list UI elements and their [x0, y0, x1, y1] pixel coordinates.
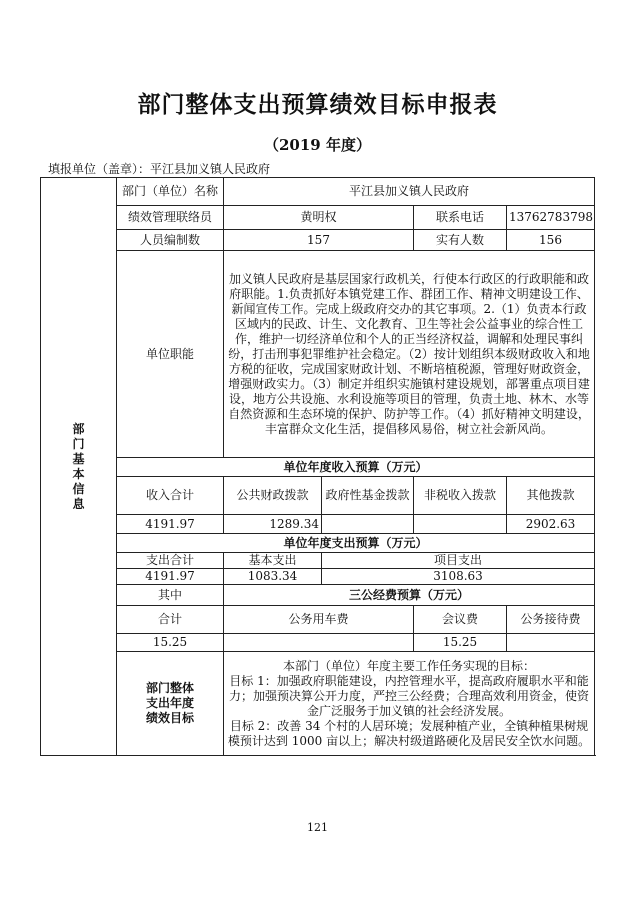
expense-project: 3108.63 — [322, 569, 595, 585]
three-col-vehicle: 公务用车费 — [224, 606, 414, 634]
dept-name-value: 平江县加义镇人民政府 — [224, 178, 595, 206]
page-title: 部门整体支出预算绩效目标申报表 — [137, 91, 498, 118]
income-nontax — [414, 515, 507, 534]
contact-name: 黄明权 — [224, 206, 414, 230]
income-col-fund: 政府性基金拨款 — [322, 477, 414, 515]
staff-quota-value: 157 — [224, 230, 414, 251]
contact-label: 绩效管理联络员 — [117, 206, 224, 230]
performance-goal-label: 部门整体 支出年度 绩效目标 — [117, 652, 224, 756]
expense-col-project: 项目支出 — [322, 553, 595, 569]
income-col-public: 公共财政拨款 — [224, 477, 322, 515]
three-col-total: 合计 — [117, 606, 224, 634]
actual-staff-label: 实有人数 — [414, 230, 507, 251]
three-vehicle — [224, 634, 414, 652]
section-basic-info: 部 门 基 本 信 息 — [41, 178, 117, 756]
budget-table — [40, 177, 595, 756]
duty-label: 单位职能 — [117, 251, 224, 458]
performance-goal-text — [224, 652, 595, 756]
expense-col-basic: 基本支出 — [224, 553, 322, 569]
of-which-label: 其中 — [117, 585, 224, 606]
income-col-other: 其他拨款 — [507, 477, 595, 515]
three-meeting: 15.25 — [414, 634, 507, 652]
goal-intro: 本部门（单位）年度主要工作任务实现的目标： — [283, 658, 536, 673]
three-col-reception: 公务接待费 — [507, 606, 595, 634]
income-public: 1289.34 — [224, 515, 322, 534]
actual-staff-value: 156 — [507, 230, 595, 251]
income-fund — [322, 515, 414, 534]
dept-name-label: 部门（单位）名称 — [117, 178, 224, 206]
expense-total: 4191.97 — [117, 569, 224, 585]
three-public-header: 三公经费预算（万元） — [224, 585, 595, 606]
page-number: 121 — [307, 821, 328, 834]
expense-col-total: 支出合计 — [117, 553, 224, 569]
three-col-meeting: 会议费 — [414, 606, 507, 634]
goal-1: 目标 1：加强政府职能建设，内控管理水平，提高政府履职水平和能力；加强预决算公开力度，严控三公经费；合理高效利用资金，使资金广泛服务于加义镇的社会经济发展。 — [229, 673, 590, 718]
phone-label: 联系电话 — [414, 206, 507, 230]
phone-value: 13762783798 — [507, 206, 595, 230]
three-reception — [507, 634, 595, 652]
expense-basic: 1083.34 — [224, 569, 322, 585]
income-other: 2902.63 — [507, 515, 595, 534]
goal-2: 目标 2：改善 34 个村的人居环境；发展种植产业，全镇种植果树规模预计达到 1000 亩以上；解决村级道路硬化及居民安全饮水问题。 — [227, 718, 591, 748]
filling-unit: 填报单位（盖章）：平江县加义镇人民政府 — [48, 162, 271, 176]
income-header: 单位年度收入预算（万元） — [117, 458, 595, 477]
three-total: 15.25 — [117, 634, 224, 652]
expense-header: 单位年度支出预算（万元） — [117, 534, 595, 553]
duty-text: 加义镇人民政府是基层国家行政机关，行使本行政区的行政职能和政府职能。1.负责抓好本镇党建工作、群团工作、精神文明建设工作、新闻宣传工作。完成上级政府交办的其它事项。2.（1）负责本行政区域内的民政、计生、文化教育、卫生等社会公益事业的综合性工作，维护一切经济单位和个人的正当经济权益，调解和处理民事纠纷，打击刑事犯罪维护社会稳定。（2）按计划组织本级财政收入和地方税的征收，完成国家财政计划、不断培植税源，管理好财政资金，增强财政实力。（3）制定并组织实施镇村建设规划，部署重点项目建设，地方公共设施、水利设施等项目的管理，负责土地、林木、水等自然资源和生态环境的保护、防护等工作。（4）抓好精神文明建设，丰富群众文化生活，提倡移风易俗，树立社会新风尚。 — [224, 251, 595, 458]
income-col-total: 收入合计 — [117, 477, 224, 515]
fiscal-year: （2019 年度） — [264, 136, 371, 154]
staff-quota-label: 人员编制数 — [117, 230, 224, 251]
income-total: 4191.97 — [117, 515, 224, 534]
income-col-nontax: 非税收入拨款 — [414, 477, 507, 515]
